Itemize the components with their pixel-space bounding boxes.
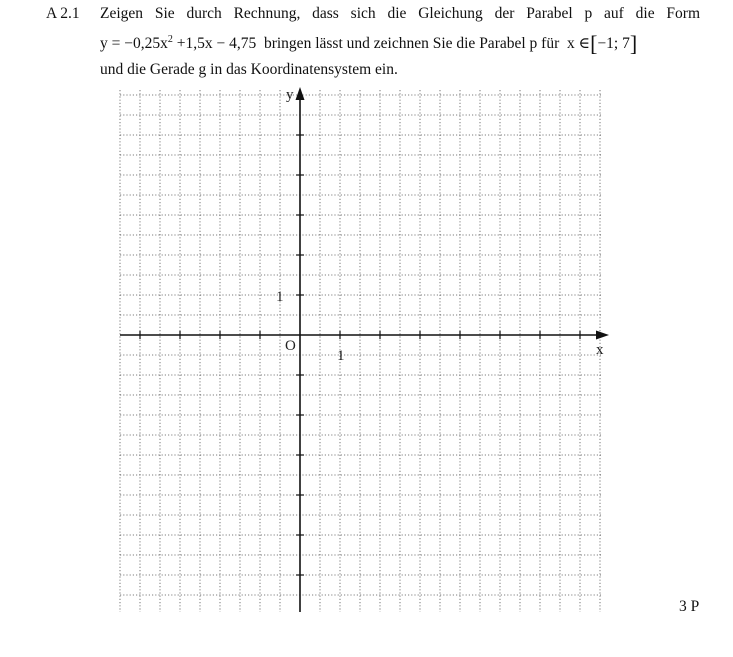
word: p — [584, 5, 593, 22]
domain-var: x ∈ — [567, 35, 591, 52]
y-unit-label: 1 — [276, 289, 284, 305]
word: Parabel — [526, 5, 573, 22]
word: dass — [312, 5, 339, 22]
equation-lhs: y = −0,25x — [100, 35, 168, 52]
x-unit-label: 1 — [337, 348, 345, 364]
x-axis-arrow — [596, 331, 609, 340]
word: der — [494, 5, 515, 22]
word: Zeigen — [100, 5, 144, 22]
origin-label: O — [285, 338, 296, 354]
word: die — [635, 5, 655, 22]
interval-values: −1; 7 — [597, 35, 630, 52]
task-line-2-text: bringen lässt und zeichnen Sie die Parabel p für — [263, 35, 560, 52]
interval-close-bracket: ] — [629, 31, 638, 56]
word: die — [387, 5, 407, 22]
word: sich — [350, 5, 376, 22]
word: auf — [604, 5, 624, 22]
equation-exponent: 2 — [167, 33, 173, 45]
y-axis-arrow — [296, 87, 305, 100]
axes — [120, 87, 609, 612]
points-value: 3 P — [679, 598, 700, 615]
task-line-3: und die Gerade g in das Koordinatensystem ein. — [100, 61, 398, 78]
word: Gleichung — [418, 5, 483, 22]
equation-rhs: +1,5x − 4,75 — [172, 35, 257, 52]
word: durch — [186, 5, 222, 22]
word: Sie — [154, 5, 175, 22]
interval-open-bracket: [ — [590, 31, 598, 56]
y-axis-label: y — [286, 87, 294, 103]
task-number: A 2.1 — [46, 5, 80, 22]
word: Form — [666, 5, 700, 22]
word: Rechnung, — [233, 5, 301, 22]
x-axis-label: x — [596, 342, 604, 358]
grid-lines — [120, 90, 601, 612]
